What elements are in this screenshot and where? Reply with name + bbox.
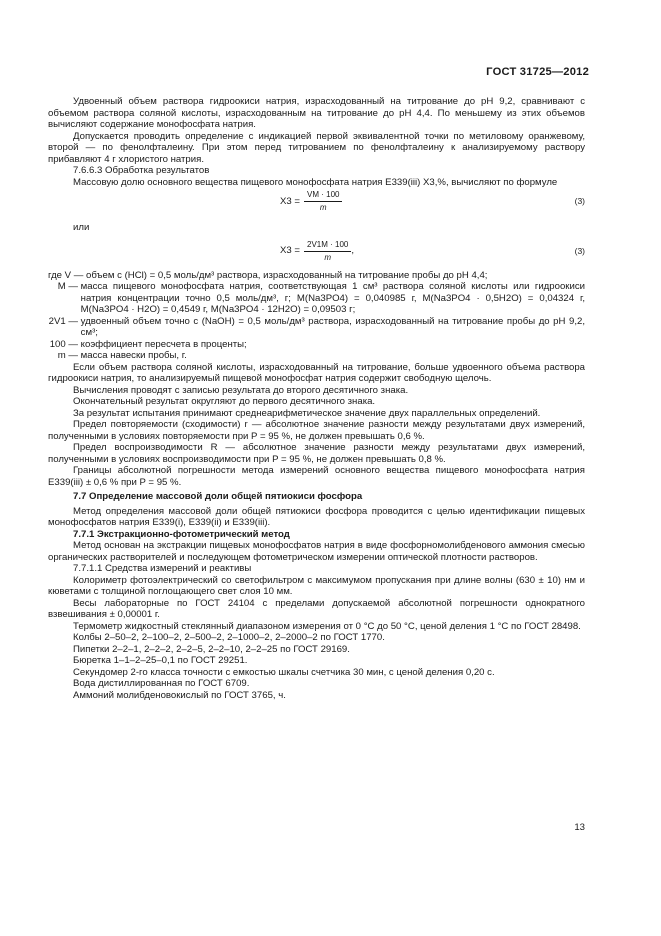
subsection-heading: 7.7.1.1 Средства измерений и реактивы: [73, 563, 252, 574]
list-item: Колбы 2–50–2, 2–100–2, 2–500–2, 2–1000–2, 2–2000–2 по ГОСТ 1770.: [73, 632, 385, 643]
paragraph: Если объем раствора соляной кислоты, израсходованный на титрование, больше удвоенного объема раствора гидроокиси натрия, то анализируемый пищевой монофосфат натрия содержит свободную щелочь.: [48, 361, 585, 384]
page-number: 13: [574, 822, 585, 833]
formula-fraction: [304, 190, 342, 213]
definition-term: M —: [57, 281, 78, 292]
equation-number: (3): [574, 196, 585, 206]
definition-text: коэффициент пересчета в проценты;: [80, 338, 247, 350]
formula-denominator: m: [319, 203, 327, 212]
paragraph: Удвоенный объем раствора гидроокиси натрия, израсходованный на титрование до pH 9,2, сравнивают с объемом раствора соляной кислоты, израсходованным на титрование до pH 4,4. По меньшему из этих объемов вычисляют содержание монофосфата натрия.: [48, 96, 585, 130]
definition-item: [48, 270, 585, 282]
paragraph: Границы абсолютной погрешности метода измерений основного вещества пищевого монофосфата натрия Е339(iii) ± 0,6 % при P = 95 %.: [48, 465, 585, 488]
formula-lhs: X3 =: [280, 245, 301, 257]
section-heading: 7.7.1 Экстракционно-фотометрический метод: [73, 528, 290, 540]
paragraph: или: [73, 222, 90, 233]
paragraph: Предел воспроизводимости R — абсолютное значение разности между результатами двух измерений, полученными в условиях воспроизводимости при P = 95 %, не должен превышать 0,8 %.: [48, 442, 585, 465]
page-body: [48, 96, 585, 701]
formula-fraction: [304, 240, 351, 263]
paragraph: Вычисления проводят с записью результата до второго десятичного знака.: [73, 384, 409, 396]
paragraph: Допускается проводить определение с индикацией первой эквивалентной точки по метиловому оранжевому, второй — по фенолфталеину. При этом перед титрованием по фенолфталеину к анализируемому раствору прибавляют 4 г хлористого натрия.: [48, 130, 585, 165]
list-item: Бюретка 1–1–2–25–0,1 по ГОСТ 29251.: [73, 655, 248, 666]
formula-denominator: m: [324, 252, 332, 262]
list-item: Вода дистиллированная по ГОСТ 6709.: [73, 678, 250, 689]
list-item: Секундомер 2-го класса точности с емкостью шкалы счетчика 30 мин, с ценой деления 0,20 с.: [73, 666, 495, 678]
list-item: Весы лабораторные по ГОСТ 24104 с пределами допускаемой абсолютной погрешности однократного взвешивания ± 0,00001 г.: [48, 597, 585, 620]
list-item: Колориметр фотоэлектрический со светофильтром с максимумом пропускания при длине волны (630 ± 10) нм и кюветами с толщиной поглощающего свет слоя 10 мм.: [48, 574, 585, 597]
definition-term: 100 —: [49, 338, 78, 350]
list-item: Пипетки 2–2–1, 2–2–2, 2–2–5, 2–2–10, 2–2–25 по ГОСТ 29169.: [73, 643, 350, 655]
formula-1: [48, 188, 585, 220]
definition-text: масса пищевого монофосфата натрия, соответствующая 1 см³ раствора соляной кислоты или гидроокиси натрия концентрации точно 0,5 моль/дм³, г; M(Na3PO4) = 0,040985 г, M(Na3PO4 · 0,5H2O) = 0,04324 г, M(Na3PO4 · H2O) = 0,4549 г, M(Na3PO4 · 12H2O) = 0,09503 г;: [80, 281, 585, 315]
standard-header: ГОСТ 31725—2012: [486, 66, 589, 78]
paragraph: Окончательный результат округляют до первого десятичного знака.: [73, 396, 376, 407]
definition-text: объем c (HCl) = 0,5 моль/дм³ раствора, израсходованный на титрование пробы до pH 4,4;: [86, 269, 488, 281]
definition-text: масса навески пробы, г.: [80, 350, 187, 361]
equation-number: (3): [574, 245, 585, 256]
subsection-heading: 7.6.6.3 Обработка результатов: [73, 165, 210, 176]
definition-term: m —: [57, 350, 78, 361]
paragraph: Предел повторяемости (сходимости) r — абсолютное значение разности между результатами двух измерений, полученными в условиях повторяемости при P = 95 %, не должен превышать 0,6 %.: [48, 419, 585, 442]
formula-2: [48, 238, 585, 270]
formula-lhs: X3 =: [280, 195, 301, 207]
list-item: Аммоний молибденовокислый по ГОСТ 3765, ч.: [73, 689, 286, 701]
paragraph: За результат испытания принимают среднеарифметическое значение двух параллельных определений.: [73, 407, 541, 419]
paragraph: Массовую долю основного вещества пищевого монофосфата натрия Е339(iii) X3,%, вычисляют по формуле: [73, 176, 558, 188]
definition-item: [48, 316, 585, 339]
definition-item: [48, 281, 585, 316]
formula-numerator: VM · 100: [304, 190, 342, 202]
paragraph: Метод основан на экстракции пищевых монофосфатов натрия в виде фосфорномолибденового аммония смесью органических растворителей и последующем фотометрическом измерении оптической плотности растворов.: [48, 540, 585, 563]
formula-numerator: 2V1M · 100: [304, 240, 351, 252]
list-item: Термометр жидкостный стеклянный диапазоном измерения от 0 °C до 50 °C, ценой деления 1 °C по ГОСТ 28498.: [73, 620, 581, 632]
definition-text: удвоенный объем точно c (NaOH) = 0,5 моль/дм³ раствора, израсходованный на титрование пробы до pH 9,2, см³;: [80, 315, 585, 338]
paragraph: Метод определения массовой доли общей пятиокиси фосфора проводится с целью идентификации пищевых монофосфатов натрия Е339(i), Е339(ii) и Е339(iii).: [48, 505, 585, 528]
definition-term: где V —: [48, 269, 84, 281]
section-heading: 7.7 Определение массовой доли общей пятиокиси фосфора: [73, 491, 363, 502]
definition-term: 2V1 —: [48, 315, 78, 327]
definition-item: [48, 339, 585, 351]
definition-item: [48, 350, 585, 362]
formula-tail: ,: [351, 245, 355, 257]
